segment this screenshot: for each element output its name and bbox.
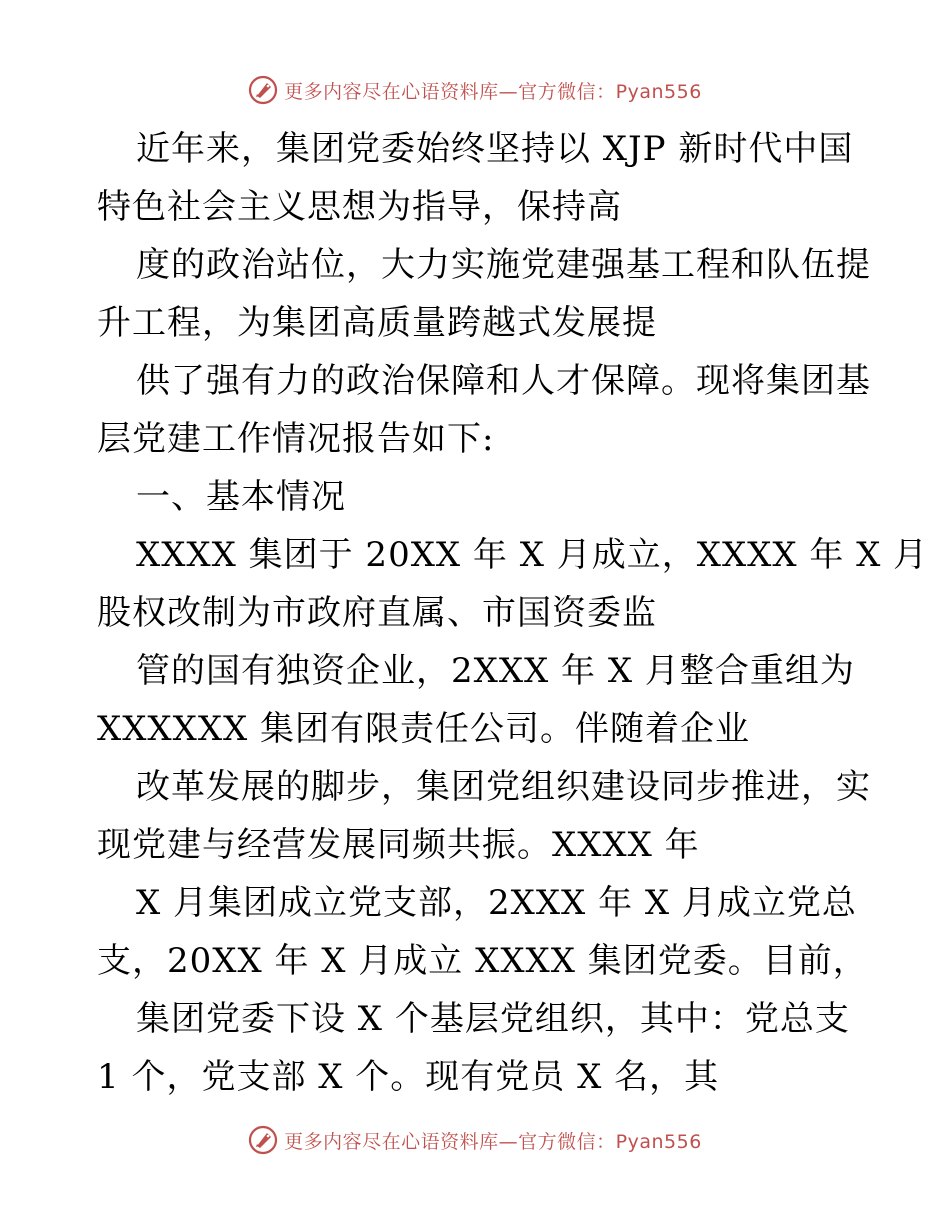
- paragraph-line: 现党建与经营发展同频共振。XXXX 年: [97, 825, 700, 865]
- paragraph-line: 股权改制为市政府直属、市国资委监: [97, 593, 657, 633]
- paragraph-line: 度的政治站位，大力实施党建强基工程和队伍提: [136, 245, 871, 285]
- footer-banner-text: 更多内容尽在心语资料库—官方微信：Pyan556: [284, 1130, 702, 1153]
- paragraph-line: 1 个，党支部 X 个。现有党员 X 名，其: [97, 1057, 720, 1097]
- section-heading: 一、基本情况: [136, 477, 346, 517]
- paragraph-line: 支，20XX 年 X 月成立 XXXX 集团党委。目前，: [97, 941, 868, 981]
- paragraph-line: XXXXXX 集团有限责任公司。伴随着企业: [97, 709, 751, 749]
- paragraph-line: 特色社会主义思想为指导，保持高: [97, 187, 622, 227]
- paragraph-line: 改革发展的脚步，集团党组织建设同步推进，实: [136, 767, 871, 807]
- paragraph-line: 集团党委下设 X 个基层党组织，其中：党总支: [136, 999, 850, 1039]
- header-banner: [0, 70, 950, 110]
- pen-nib-logo-icon: [248, 75, 278, 105]
- paragraph-line: 层党建工作情况报告如下:: [97, 419, 495, 459]
- paragraph-line: XXXX 集团于 20XX 年 X 月成立，XXXX 年 X 月: [136, 535, 929, 575]
- header-banner-text: 更多内容尽在心语资料库—官方微信：Pyan556: [284, 80, 702, 103]
- paragraph-line: 管的国有独资企业，2XXX 年 X 月整合重组为: [136, 651, 855, 691]
- footer-banner: [0, 1120, 950, 1160]
- pen-nib-logo-icon: [248, 1125, 278, 1155]
- paragraph-line: 供了强有力的政治保障和人才保障。现将集团基: [136, 361, 871, 401]
- paragraph-line: 近年来，集团党委始终坚持以 XJP 新时代中国: [136, 129, 854, 169]
- paragraph-line: X 月集团成立党支部，2XXX 年 X 月成立党总: [136, 883, 857, 923]
- paragraph-line: 升工程，为集团高质量跨越式发展提: [97, 303, 657, 343]
